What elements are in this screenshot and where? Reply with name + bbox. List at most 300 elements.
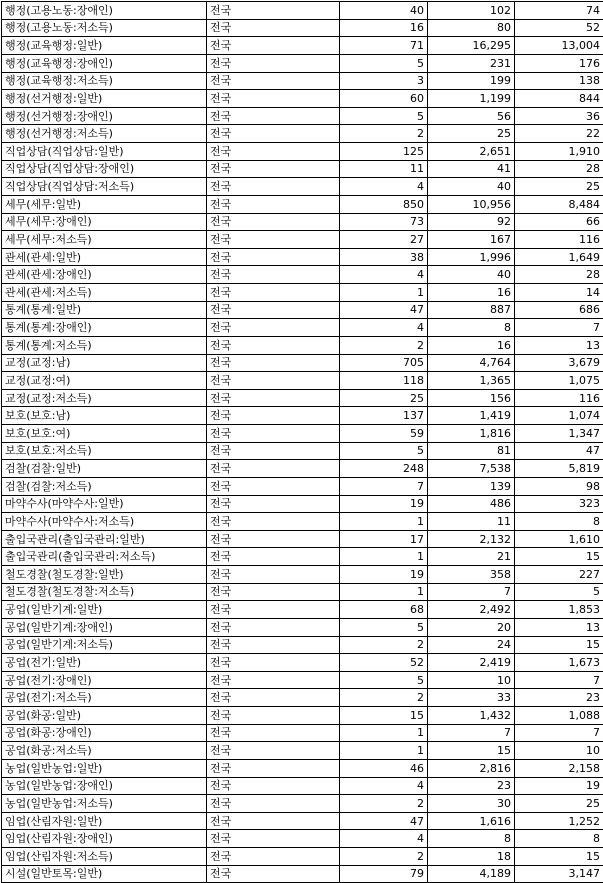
region-cell: 전국 <box>207 336 340 354</box>
table-row <box>2 548 603 566</box>
category-cell: 행정(선거행정:장애인) <box>2 107 207 125</box>
table-row <box>2 566 603 584</box>
table-row <box>2 143 603 161</box>
table-row <box>2 795 603 813</box>
takers-cell: 47 <box>515 442 603 460</box>
table-row <box>2 724 603 742</box>
region-cell: 전국 <box>207 143 340 161</box>
takers-cell: 36 <box>515 107 603 125</box>
takers-cell: 1,074 <box>515 407 603 425</box>
table-row <box>2 636 603 654</box>
table-row <box>2 848 603 866</box>
category-cell: 임업(산림자원:저소득) <box>2 848 207 866</box>
applicants-cell: 15 <box>428 742 515 760</box>
applicants-cell: 21 <box>428 548 515 566</box>
category-cell: 통계(통계:저소득) <box>2 336 207 354</box>
takers-cell: 1,347 <box>515 425 603 443</box>
table-row <box>2 707 603 725</box>
applicants-cell: 10,956 <box>428 195 515 213</box>
applicants-cell: 4,189 <box>428 865 515 883</box>
count-cell: 25 <box>340 389 428 407</box>
region-cell: 전국 <box>207 848 340 866</box>
region-cell: 전국 <box>207 284 340 302</box>
table-row <box>2 19 603 37</box>
takers-cell: 13 <box>515 336 603 354</box>
count-cell: 248 <box>340 460 428 478</box>
takers-cell: 98 <box>515 477 603 495</box>
takers-cell: 15 <box>515 636 603 654</box>
category-cell: 보호(보호:여) <box>2 425 207 443</box>
count-cell: 71 <box>340 37 428 55</box>
category-cell: 출입국관리(출입국관리:저소득) <box>2 548 207 566</box>
applicants-cell: 25 <box>428 125 515 143</box>
count-cell: 1 <box>340 548 428 566</box>
region-cell: 전국 <box>207 566 340 584</box>
category-cell: 철도경찰(철도경찰:일반) <box>2 566 207 584</box>
region-cell: 전국 <box>207 654 340 672</box>
count-cell: 5 <box>340 618 428 636</box>
table-row <box>2 495 603 513</box>
applicants-cell: 40 <box>428 266 515 284</box>
takers-cell: 1,910 <box>515 143 603 161</box>
table-row <box>2 601 603 619</box>
category-cell: 교정(교정:남) <box>2 354 207 372</box>
applicants-cell: 358 <box>428 566 515 584</box>
region-cell: 전국 <box>207 865 340 883</box>
table-row <box>2 513 603 531</box>
table-row <box>2 777 603 795</box>
takers-cell: 13 <box>515 618 603 636</box>
applicants-cell: 56 <box>428 107 515 125</box>
takers-cell: 116 <box>515 231 603 249</box>
table-row <box>2 759 603 777</box>
applicants-cell: 139 <box>428 477 515 495</box>
count-cell: 4 <box>340 319 428 337</box>
category-cell: 임업(산림자원:장애인) <box>2 830 207 848</box>
region-cell: 전국 <box>207 54 340 72</box>
takers-cell: 7 <box>515 319 603 337</box>
category-cell: 행정(선거행정:일반) <box>2 90 207 108</box>
table-row <box>2 583 603 601</box>
applicants-cell: 156 <box>428 389 515 407</box>
count-cell: 27 <box>340 231 428 249</box>
applicants-cell: 887 <box>428 301 515 319</box>
category-cell: 행정(교육행정:일반) <box>2 37 207 55</box>
count-cell: 19 <box>340 566 428 584</box>
count-cell: 2 <box>340 336 428 354</box>
takers-cell: 14 <box>515 284 603 302</box>
applicants-cell: 24 <box>428 636 515 654</box>
takers-cell: 7 <box>515 724 603 742</box>
region-cell: 전국 <box>207 2 340 20</box>
applicants-cell: 1,616 <box>428 812 515 830</box>
table-row <box>2 319 603 337</box>
region-cell: 전국 <box>207 231 340 249</box>
applicants-cell: 10 <box>428 671 515 689</box>
count-cell: 7 <box>340 477 428 495</box>
count-cell: 11 <box>340 160 428 178</box>
applicants-cell: 2,419 <box>428 654 515 672</box>
region-cell: 전국 <box>207 37 340 55</box>
category-cell: 세무(세무:저소득) <box>2 231 207 249</box>
data-table <box>1 1 603 883</box>
count-cell: 16 <box>340 19 428 37</box>
table-row <box>2 107 603 125</box>
category-cell: 농업(일반농업:일반) <box>2 759 207 777</box>
table-row <box>2 812 603 830</box>
category-cell: 행정(교육행정:저소득) <box>2 72 207 90</box>
takers-cell: 1,075 <box>515 372 603 390</box>
count-cell: 5 <box>340 107 428 125</box>
table-row <box>2 231 603 249</box>
applicants-cell: 486 <box>428 495 515 513</box>
table-row <box>2 90 603 108</box>
applicants-cell: 1,432 <box>428 707 515 725</box>
region-cell: 전국 <box>207 777 340 795</box>
count-cell: 2 <box>340 795 428 813</box>
category-cell: 직업상담(직업상담:장애인) <box>2 160 207 178</box>
category-cell: 직업상담(직업상담:저소득) <box>2 178 207 196</box>
category-cell: 보호(보호:남) <box>2 407 207 425</box>
takers-cell: 323 <box>515 495 603 513</box>
count-cell: 137 <box>340 407 428 425</box>
region-cell: 전국 <box>207 195 340 213</box>
table-row <box>2 442 603 460</box>
applicants-cell: 1,419 <box>428 407 515 425</box>
takers-cell: 25 <box>515 178 603 196</box>
takers-cell: 28 <box>515 160 603 178</box>
applicants-cell: 2,132 <box>428 530 515 548</box>
category-cell: 마약수사(마약수사:일반) <box>2 495 207 513</box>
category-cell: 관세(관세:일반) <box>2 248 207 266</box>
category-cell: 관세(관세:장애인) <box>2 266 207 284</box>
category-cell: 행정(고용노동:장애인) <box>2 2 207 20</box>
count-cell: 1 <box>340 513 428 531</box>
applicants-cell: 41 <box>428 160 515 178</box>
region-cell: 전국 <box>207 636 340 654</box>
region-cell: 전국 <box>207 407 340 425</box>
category-cell: 공업(전기:일반) <box>2 654 207 672</box>
table-row <box>2 178 603 196</box>
applicants-cell: 167 <box>428 231 515 249</box>
category-cell: 임업(산림자원:일반) <box>2 812 207 830</box>
takers-cell: 8,484 <box>515 195 603 213</box>
count-cell: 4 <box>340 178 428 196</box>
takers-cell: 52 <box>515 19 603 37</box>
table-row <box>2 2 603 20</box>
table-row <box>2 689 603 707</box>
applicants-cell: 33 <box>428 689 515 707</box>
count-cell: 118 <box>340 372 428 390</box>
takers-cell: 5 <box>515 583 603 601</box>
category-cell: 행정(선거행정:저소득) <box>2 125 207 143</box>
applicants-cell: 16,295 <box>428 37 515 55</box>
takers-cell: 13,004 <box>515 37 603 55</box>
region-cell: 전국 <box>207 601 340 619</box>
applicants-cell: 2,492 <box>428 601 515 619</box>
table-row <box>2 72 603 90</box>
applicants-cell: 199 <box>428 72 515 90</box>
category-cell: 통계(통계:일반) <box>2 301 207 319</box>
applicants-cell: 1,996 <box>428 248 515 266</box>
category-cell: 철도경찰(철도경찰:저소득) <box>2 583 207 601</box>
region-cell: 전국 <box>207 301 340 319</box>
region-cell: 전국 <box>207 248 340 266</box>
takers-cell: 116 <box>515 389 603 407</box>
takers-cell: 3,679 <box>515 354 603 372</box>
count-cell: 17 <box>340 530 428 548</box>
count-cell: 40 <box>340 2 428 20</box>
applicants-cell: 80 <box>428 19 515 37</box>
region-cell: 전국 <box>207 125 340 143</box>
takers-cell: 15 <box>515 848 603 866</box>
region-cell: 전국 <box>207 319 340 337</box>
count-cell: 73 <box>340 213 428 231</box>
applicants-cell: 18 <box>428 848 515 866</box>
applicants-cell: 16 <box>428 336 515 354</box>
region-cell: 전국 <box>207 477 340 495</box>
count-cell: 1 <box>340 742 428 760</box>
applicants-cell: 8 <box>428 319 515 337</box>
count-cell: 4 <box>340 777 428 795</box>
count-cell: 705 <box>340 354 428 372</box>
count-cell: 46 <box>340 759 428 777</box>
applicants-cell: 16 <box>428 284 515 302</box>
takers-cell: 8 <box>515 830 603 848</box>
category-cell: 농업(일반농업:장애인) <box>2 777 207 795</box>
count-cell: 47 <box>340 812 428 830</box>
count-cell: 125 <box>340 143 428 161</box>
category-cell: 공업(전기:저소득) <box>2 689 207 707</box>
table-row <box>2 425 603 443</box>
table-row <box>2 530 603 548</box>
table-row <box>2 284 603 302</box>
count-cell: 60 <box>340 90 428 108</box>
takers-cell: 10 <box>515 742 603 760</box>
category-cell: 통계(통계:장애인) <box>2 319 207 337</box>
count-cell: 1 <box>340 583 428 601</box>
region-cell: 전국 <box>207 266 340 284</box>
applicants-cell: 30 <box>428 795 515 813</box>
takers-cell: 1,610 <box>515 530 603 548</box>
applicants-cell: 23 <box>428 777 515 795</box>
count-cell: 79 <box>340 865 428 883</box>
table-row <box>2 671 603 689</box>
takers-cell: 1,673 <box>515 654 603 672</box>
table-row <box>2 336 603 354</box>
count-cell: 19 <box>340 495 428 513</box>
region-cell: 전국 <box>207 795 340 813</box>
category-cell: 행정(교육행정:장애인) <box>2 54 207 72</box>
takers-cell: 176 <box>515 54 603 72</box>
category-cell: 공업(일반기계:일반) <box>2 601 207 619</box>
category-cell: 교정(교정:여) <box>2 372 207 390</box>
table-row <box>2 37 603 55</box>
category-cell: 관세(관세:저소득) <box>2 284 207 302</box>
region-cell: 전국 <box>207 107 340 125</box>
region-cell: 전국 <box>207 830 340 848</box>
region-cell: 전국 <box>207 812 340 830</box>
table-row <box>2 865 603 883</box>
table-row <box>2 54 603 72</box>
table-row <box>2 407 603 425</box>
applicants-cell: 81 <box>428 442 515 460</box>
applicants-cell: 4,764 <box>428 354 515 372</box>
region-cell: 전국 <box>207 707 340 725</box>
region-cell: 전국 <box>207 213 340 231</box>
region-cell: 전국 <box>207 442 340 460</box>
count-cell: 59 <box>340 425 428 443</box>
applicants-cell: 1,816 <box>428 425 515 443</box>
count-cell: 2 <box>340 848 428 866</box>
category-cell: 시설(일반토목:일반) <box>2 865 207 883</box>
table-row <box>2 301 603 319</box>
table-row <box>2 618 603 636</box>
table-row <box>2 160 603 178</box>
takers-cell: 5,819 <box>515 460 603 478</box>
category-cell: 공업(전기:장애인) <box>2 671 207 689</box>
category-cell: 행정(고용노동:저소득) <box>2 19 207 37</box>
region-cell: 전국 <box>207 724 340 742</box>
category-cell: 마약수사(마약수사:저소득) <box>2 513 207 531</box>
takers-cell: 138 <box>515 72 603 90</box>
category-cell: 출입국관리(출입국관리:일반) <box>2 530 207 548</box>
applicants-cell: 40 <box>428 178 515 196</box>
takers-cell: 3,147 <box>515 865 603 883</box>
region-cell: 전국 <box>207 530 340 548</box>
takers-cell: 1,252 <box>515 812 603 830</box>
category-cell: 직업상담(직업상담:일반) <box>2 143 207 161</box>
category-cell: 보호(보호:저소득) <box>2 442 207 460</box>
region-cell: 전국 <box>207 160 340 178</box>
applicants-cell: 102 <box>428 2 515 20</box>
count-cell: 2 <box>340 125 428 143</box>
applicants-cell: 1,365 <box>428 372 515 390</box>
table-row <box>2 742 603 760</box>
count-cell: 5 <box>340 54 428 72</box>
table-row <box>2 372 603 390</box>
category-cell: 세무(세무:일반) <box>2 195 207 213</box>
applicants-cell: 7 <box>428 724 515 742</box>
region-cell: 전국 <box>207 389 340 407</box>
region-cell: 전국 <box>207 513 340 531</box>
takers-cell: 8 <box>515 513 603 531</box>
count-cell: 4 <box>340 830 428 848</box>
count-cell: 850 <box>340 195 428 213</box>
takers-cell: 1,853 <box>515 601 603 619</box>
takers-cell: 25 <box>515 795 603 813</box>
category-cell: 세무(세무:장애인) <box>2 213 207 231</box>
region-cell: 전국 <box>207 618 340 636</box>
takers-cell: 2,158 <box>515 759 603 777</box>
table-row <box>2 354 603 372</box>
region-cell: 전국 <box>207 354 340 372</box>
count-cell: 5 <box>340 442 428 460</box>
count-cell: 68 <box>340 601 428 619</box>
table-row <box>2 266 603 284</box>
region-cell: 전국 <box>207 548 340 566</box>
region-cell: 전국 <box>207 759 340 777</box>
table-row <box>2 477 603 495</box>
table-row <box>2 248 603 266</box>
category-cell: 검찰(검찰:일반) <box>2 460 207 478</box>
takers-cell: 227 <box>515 566 603 584</box>
applicants-cell: 231 <box>428 54 515 72</box>
category-cell: 검찰(검찰:저소득) <box>2 477 207 495</box>
applicants-cell: 11 <box>428 513 515 531</box>
takers-cell: 19 <box>515 777 603 795</box>
takers-cell: 686 <box>515 301 603 319</box>
category-cell: 교정(교정:저소득) <box>2 389 207 407</box>
applicants-cell: 8 <box>428 830 515 848</box>
count-cell: 5 <box>340 671 428 689</box>
takers-cell: 844 <box>515 90 603 108</box>
category-cell: 공업(일반기계:저소득) <box>2 636 207 654</box>
takers-cell: 22 <box>515 125 603 143</box>
table-row <box>2 654 603 672</box>
count-cell: 47 <box>340 301 428 319</box>
applicants-cell: 2,651 <box>428 143 515 161</box>
region-cell: 전국 <box>207 19 340 37</box>
region-cell: 전국 <box>207 583 340 601</box>
region-cell: 전국 <box>207 90 340 108</box>
takers-cell: 1,649 <box>515 248 603 266</box>
count-cell: 2 <box>340 689 428 707</box>
region-cell: 전국 <box>207 178 340 196</box>
takers-cell: 1,088 <box>515 707 603 725</box>
table-row <box>2 195 603 213</box>
table-body <box>2 2 603 883</box>
count-cell: 1 <box>340 284 428 302</box>
applicants-cell: 7 <box>428 583 515 601</box>
region-cell: 전국 <box>207 742 340 760</box>
region-cell: 전국 <box>207 425 340 443</box>
region-cell: 전국 <box>207 460 340 478</box>
category-cell: 공업(화공:저소득) <box>2 742 207 760</box>
region-cell: 전국 <box>207 72 340 90</box>
table-row <box>2 830 603 848</box>
count-cell: 1 <box>340 724 428 742</box>
region-cell: 전국 <box>207 671 340 689</box>
takers-cell: 74 <box>515 2 603 20</box>
count-cell: 3 <box>340 72 428 90</box>
count-cell: 52 <box>340 654 428 672</box>
table-row <box>2 389 603 407</box>
applicants-cell: 20 <box>428 618 515 636</box>
takers-cell: 28 <box>515 266 603 284</box>
count-cell: 38 <box>340 248 428 266</box>
count-cell: 4 <box>340 266 428 284</box>
table-row <box>2 213 603 231</box>
table-row <box>2 125 603 143</box>
applicants-cell: 92 <box>428 213 515 231</box>
region-cell: 전국 <box>207 495 340 513</box>
takers-cell: 15 <box>515 548 603 566</box>
count-cell: 2 <box>340 636 428 654</box>
takers-cell: 66 <box>515 213 603 231</box>
category-cell: 공업(화공:일반) <box>2 707 207 725</box>
applicants-cell: 1,199 <box>428 90 515 108</box>
region-cell: 전국 <box>207 372 340 390</box>
count-cell: 15 <box>340 707 428 725</box>
category-cell: 농업(일반농업:저소득) <box>2 795 207 813</box>
applicants-cell: 7,538 <box>428 460 515 478</box>
region-cell: 전국 <box>207 689 340 707</box>
applicants-cell: 2,816 <box>428 759 515 777</box>
takers-cell: 7 <box>515 671 603 689</box>
category-cell: 공업(일반기계:장애인) <box>2 618 207 636</box>
category-cell: 공업(화공:장애인) <box>2 724 207 742</box>
